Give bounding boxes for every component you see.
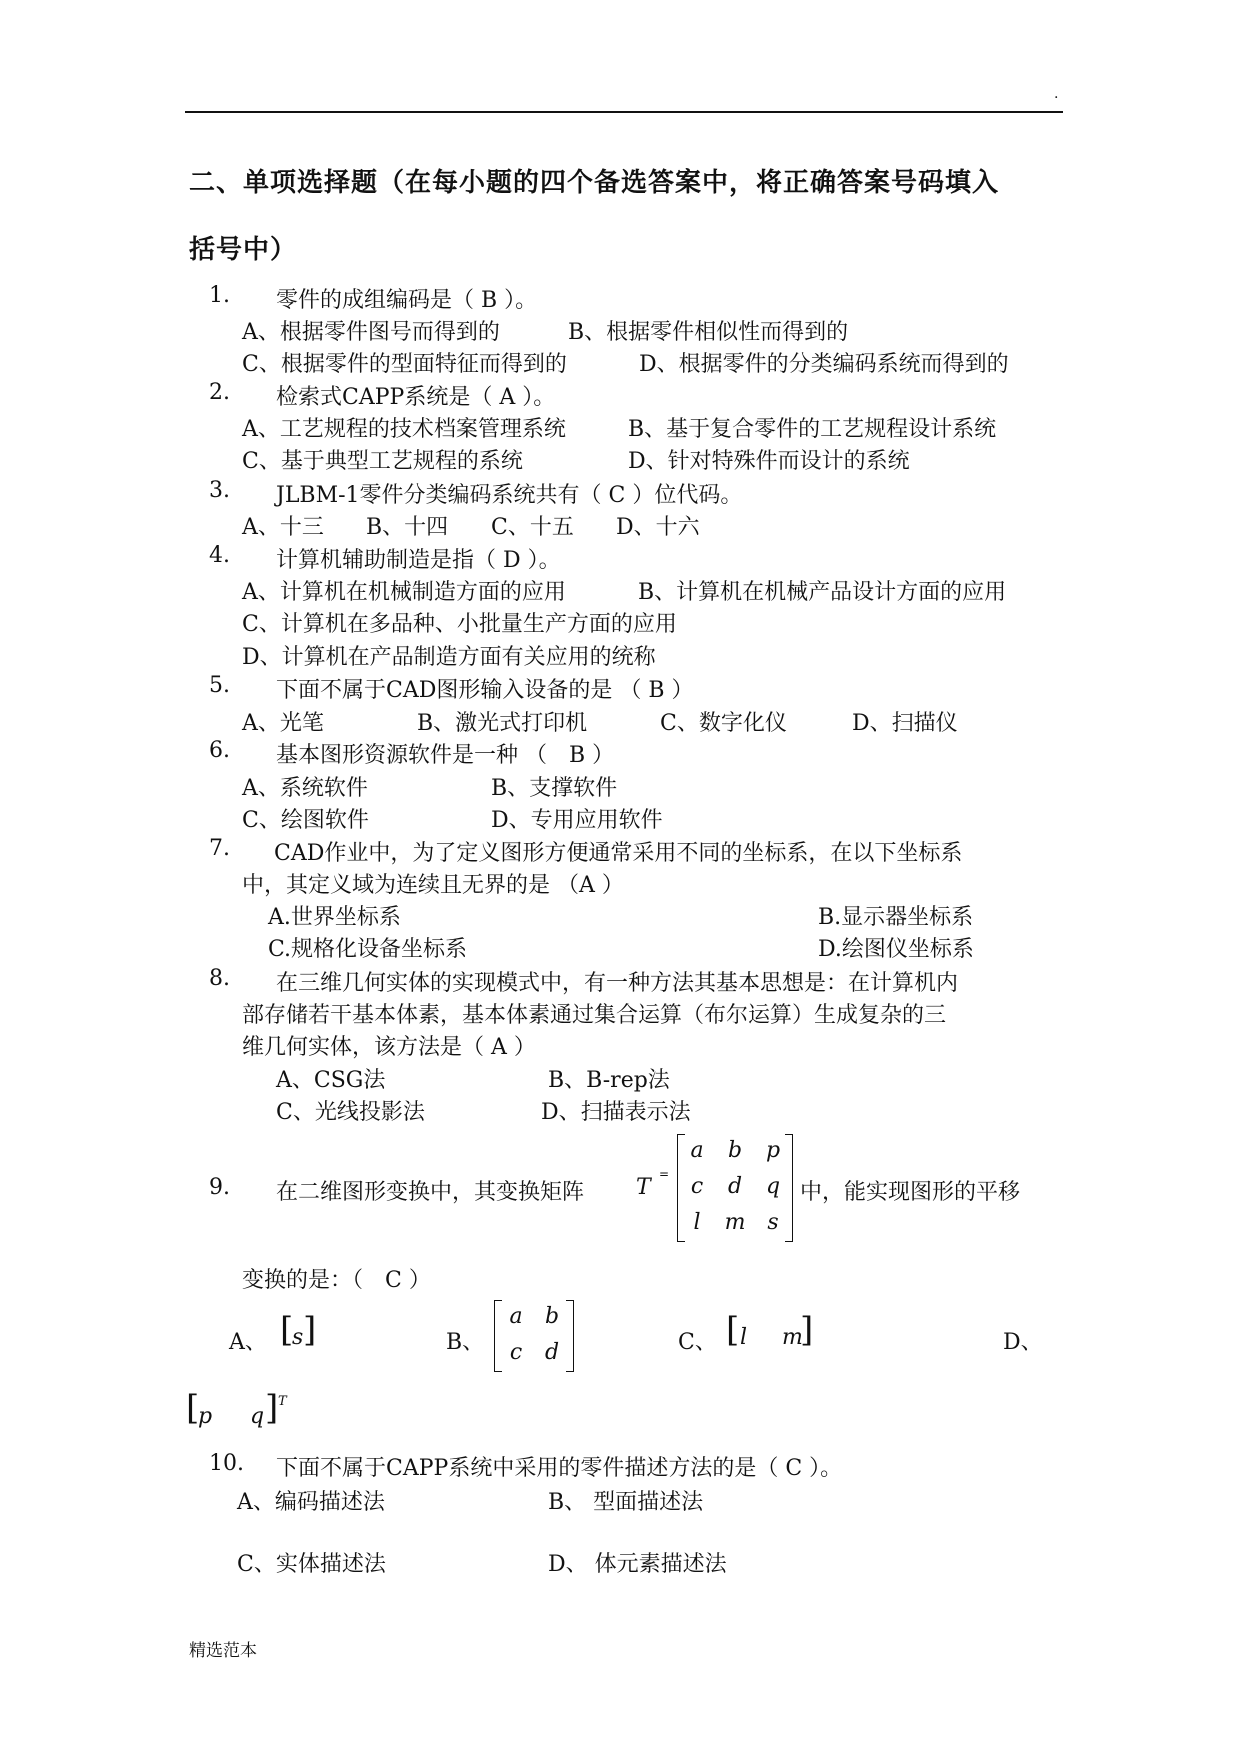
q2-option-a: A、工艺规程的技术档案管理系统 [242,417,566,442]
matrix-cell: c [509,1340,523,1365]
q6-option-a: A、系统软件 [242,776,368,801]
q9-option-d-bracket-open: [ [186,1388,200,1428]
q2-text: 检索式CAPP系统是（ A ）。 [276,385,556,410]
q9-text-post: 中，能实现图形的平移 [800,1180,1021,1205]
q1-option-b: B、根据零件相似性而得到的 [568,320,849,345]
matrix-cell: q [765,1174,781,1199]
q9-option-a-bracket-open: [ [280,1310,294,1350]
matrix-cell: l [693,1210,701,1235]
q8-option-d: D、扫描表示法 [541,1100,691,1125]
q9-option-c-bracket-close: ] [800,1310,814,1350]
q2-option-c: C、基于典型工艺规程的系统 [242,449,523,474]
matrix-cell: a [509,1304,523,1329]
q9-text-pre: 在二维图形变换中，其变换矩阵 [276,1180,585,1205]
q9-text-line2: 变换的是：（ C ） [242,1268,431,1293]
q1-option-a: A、根据零件图号而得到的 [242,320,500,345]
q10-option-c: C、实体描述法 [237,1552,386,1577]
q8-text-line3: 维几何实体，该方法是（ A ） [242,1035,536,1060]
q5-option-b: B、激光式打印机 [417,711,588,736]
q8-option-a: A、CSG法 [276,1068,386,1093]
q3-option-b: B、十四 [366,515,449,540]
q7-text-line1: CAD作业中，为了定义图形方便通常采用不同的坐标系，在以下坐标系 [274,841,963,866]
q9-option-b-label: B、 [446,1330,485,1355]
footer-label: 精选范本 [189,1641,257,1661]
q9-number: 9. [209,1175,230,1200]
q8-text-line2: 部存储若干基本体素，基本体素通过集合运算（布尔运算）生成复杂的三 [242,1003,947,1028]
q7-option-d: D.绘图仪坐标系 [818,937,974,962]
q3-option-d: D、十六 [616,515,700,540]
q8-option-c: C、光线投影法 [276,1100,425,1125]
q9-equals-glyph: = [659,1167,670,1181]
q5-number: 5. [209,673,230,698]
matrix-cell: c [690,1174,704,1199]
q3-number: 3. [209,478,230,503]
q9-option-c-label: C、 [678,1330,717,1355]
matrix-cell: s [767,1210,779,1235]
q9-option-d-transpose: T [278,1394,287,1409]
q7-number: 7. [209,836,230,861]
section-title-line1: 二、单项选择题（在每小题的四个备选答案中，将正确答案号码填入 [189,168,1000,198]
q8-option-b: B、B-rep法 [548,1068,670,1093]
q9-option-d-bracket-close: ] [265,1388,279,1428]
q3-text: JLBM-1零件分类编码系统共有（ C ）位代码。 [276,483,743,508]
q7-option-a: A.世界坐标系 [268,905,401,930]
header-dot: . [1054,86,1059,102]
q8-text-line1: 在三维几何实体的实现模式中，有一种方法其基本思想是：在计算机内 [276,971,959,996]
matrix-cell: m [724,1210,746,1235]
matrix-cell: a [690,1138,704,1163]
q9-option-b-matrix [494,1300,574,1372]
q9-option-c-value-l: l [740,1325,748,1350]
q5-text: 下面不属于CAD图形输入设备的是 （ B ） [276,678,694,703]
matrix-cell: p [765,1138,781,1163]
matrix-cell: b [727,1138,743,1163]
q9-option-d-label: D、 [1003,1330,1043,1355]
q4-option-a: A、计算机在机械制造方面的应用 [242,580,566,605]
section-title-line2: 括号中） [189,235,298,265]
matrix-cell: d [727,1174,743,1199]
q4-text: 计算机辅助制造是指（ D ）。 [276,548,561,573]
q5-option-a: A、光笔 [242,711,324,736]
q10-option-a: A、编码描述法 [237,1490,385,1515]
matrix-cell: d [544,1340,560,1365]
q6-option-c: C、绘图软件 [242,808,369,833]
q4-option-b: B、计算机在机械产品设计方面的应用 [638,580,1007,605]
q3-option-a: A、十三 [242,515,324,540]
q4-number: 4. [209,543,230,568]
q9-option-c-value-m: m [782,1325,803,1350]
q1-number: 1. [209,283,230,308]
q9-option-a-label: A、 [229,1330,267,1355]
q10-number: 10. [209,1451,244,1476]
q9-matrix-symbol: T [636,1175,651,1200]
matrix-cell: b [544,1304,560,1329]
q4-option-d: D、计算机在产品制造方面有关应用的统称 [242,645,656,670]
q6-option-d: D、专用应用软件 [491,808,663,833]
q9-option-d-value-q: q [250,1404,265,1429]
q6-option-b: B、支撑软件 [491,776,618,801]
q1-option-c: C、根据零件的型面特征而得到的 [242,352,567,377]
q6-text: 基本图形资源软件是一种 （ B ） [276,743,615,768]
q6-number: 6. [209,738,230,763]
q4-option-c: C、计算机在多品种、小批量生产方面的应用 [242,612,677,637]
q9-transform-matrix [677,1134,793,1242]
q2-number: 2. [209,380,230,405]
header-rule [185,111,1063,113]
q9-option-a-value: s [292,1325,304,1350]
q5-option-c: C、数字化仪 [660,711,787,736]
q3-option-c: C、十五 [491,515,574,540]
q5-option-d: D、扫描仪 [852,711,958,736]
q9-option-a-bracket-close: ] [303,1310,317,1350]
q2-option-d: D、针对特殊件而设计的系统 [628,449,910,474]
q7-option-b: B.显示器坐标系 [818,905,974,930]
q1-option-d: D、根据零件的分类编码系统而得到的 [639,352,1009,377]
q10-option-b: B、 型面描述法 [548,1490,704,1515]
q7-text-line2: 中，其定义域为连续且无界的是 （A ） [242,873,624,898]
q10-text: 下面不属于CAPP系统中采用的零件描述方法的是（ C ）。 [276,1456,843,1481]
q7-option-c: C.规格化设备坐标系 [268,937,468,962]
q8-number: 8. [209,966,230,991]
q1-text: 零件的成组编码是（ B ）。 [276,288,538,313]
q9-option-c-bracket-open: [ [726,1310,740,1350]
q9-option-d-value-p: p [198,1404,213,1429]
q2-option-b: B、基于复合零件的工艺规程设计系统 [628,417,997,442]
q10-option-d: D、 体元素描述法 [548,1552,727,1577]
